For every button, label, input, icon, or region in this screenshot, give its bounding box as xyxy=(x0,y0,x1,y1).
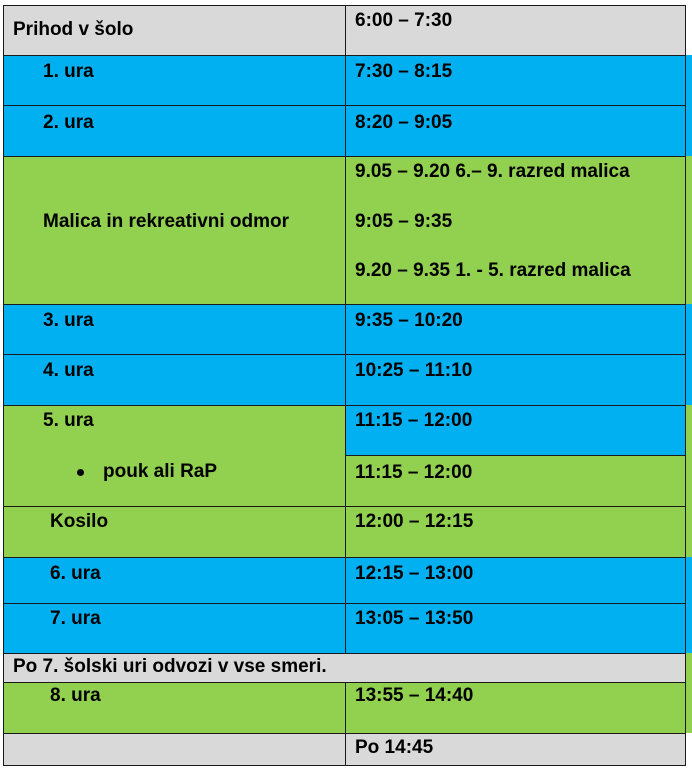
lesson5-sub-time-cell xyxy=(345,455,686,507)
lesson7-label-cell xyxy=(3,603,346,654)
break-time-cell xyxy=(345,156,686,305)
edge-sliver xyxy=(686,405,692,506)
lesson1-time-cell xyxy=(345,55,686,106)
edge-sliver xyxy=(686,304,692,405)
lesson4-label-cell xyxy=(3,354,346,406)
lesson3-label-cell xyxy=(3,304,346,355)
edge-sliver xyxy=(686,557,692,653)
lesson4-time-cell xyxy=(345,354,686,406)
lesson5-time-cell xyxy=(345,405,686,456)
lesson4-label: 4. ura xyxy=(43,360,94,381)
lesson6-time-cell xyxy=(345,557,686,604)
end-label-cell xyxy=(3,733,346,766)
lesson1-label: 1. ura xyxy=(43,61,94,82)
lesson4-time: 10:25 – 11:10 xyxy=(355,360,473,381)
lesson7-time-cell xyxy=(345,603,686,654)
lunch-time-cell xyxy=(345,506,686,558)
arrival-label: Prihod v šolo xyxy=(13,19,134,40)
arrival-time: 6:00 – 7:30 xyxy=(355,10,453,31)
bullet-icon xyxy=(77,469,84,476)
end-time: Po 14:45 xyxy=(355,737,434,758)
edge-sliver xyxy=(686,55,692,105)
lesson3-label: 3. ura xyxy=(43,310,94,331)
lesson7-time: 13:05 – 13:50 xyxy=(355,608,474,629)
lesson1-label-cell xyxy=(3,55,346,106)
lesson8-label-cell xyxy=(3,682,346,734)
break-time-line: 9.05 – 9.20 6.– 9. razred malica xyxy=(355,161,630,182)
lunch-time: 12:00 – 12:15 xyxy=(355,511,474,532)
lesson5-label-cell xyxy=(3,405,346,507)
break-label: Malica in rekreativni odmor xyxy=(43,211,290,232)
break-time-line: 9.20 – 9.35 1. - 5. razred malica xyxy=(355,260,631,281)
end-time-cell xyxy=(345,733,686,766)
break-label-cell xyxy=(3,156,346,305)
lesson8-label: 8. ura xyxy=(50,685,101,706)
edge-sliver xyxy=(686,506,692,557)
lunch-label-cell xyxy=(3,506,346,558)
edge-sliver xyxy=(686,653,692,733)
lesson5-time: 11:15 – 12:00 xyxy=(355,410,473,431)
lesson7-label: 7. ura xyxy=(50,608,101,629)
lesson6-time: 12:15 – 13:00 xyxy=(355,563,474,584)
lesson8-time-cell xyxy=(345,682,686,734)
break-time-line: 9:05 – 9:35 xyxy=(355,211,453,232)
lunch-label: Kosilo xyxy=(50,511,109,532)
lesson8-time: 13:55 – 14:40 xyxy=(355,685,474,706)
lesson1-time: 7:30 – 8:15 xyxy=(355,61,453,82)
lesson2-label-cell xyxy=(3,105,346,157)
lesson6-label: 6. ura xyxy=(50,563,101,584)
notice-text: Po 7. šolski uri odvozi v vse smeri. xyxy=(13,656,327,677)
lesson5-sub-time: 11:15 – 12:00 xyxy=(355,462,473,483)
arrival-label-cell xyxy=(3,5,346,56)
lesson5-sub-item: pouk ali RaP xyxy=(103,461,218,482)
lesson5-label: 5. ura xyxy=(43,410,94,431)
lesson2-label: 2. ura xyxy=(43,112,94,133)
lesson2-time: 8:20 – 9:05 xyxy=(355,112,453,133)
lesson3-time: 9:35 – 10:20 xyxy=(355,310,463,331)
arrival-time-cell xyxy=(345,5,686,56)
edge-sliver xyxy=(686,156,692,304)
lesson6-label-cell xyxy=(3,557,346,604)
edge-sliver xyxy=(686,105,692,156)
notice-cell xyxy=(3,653,686,683)
lesson3-time-cell xyxy=(345,304,686,355)
lesson2-time-cell xyxy=(345,105,686,157)
